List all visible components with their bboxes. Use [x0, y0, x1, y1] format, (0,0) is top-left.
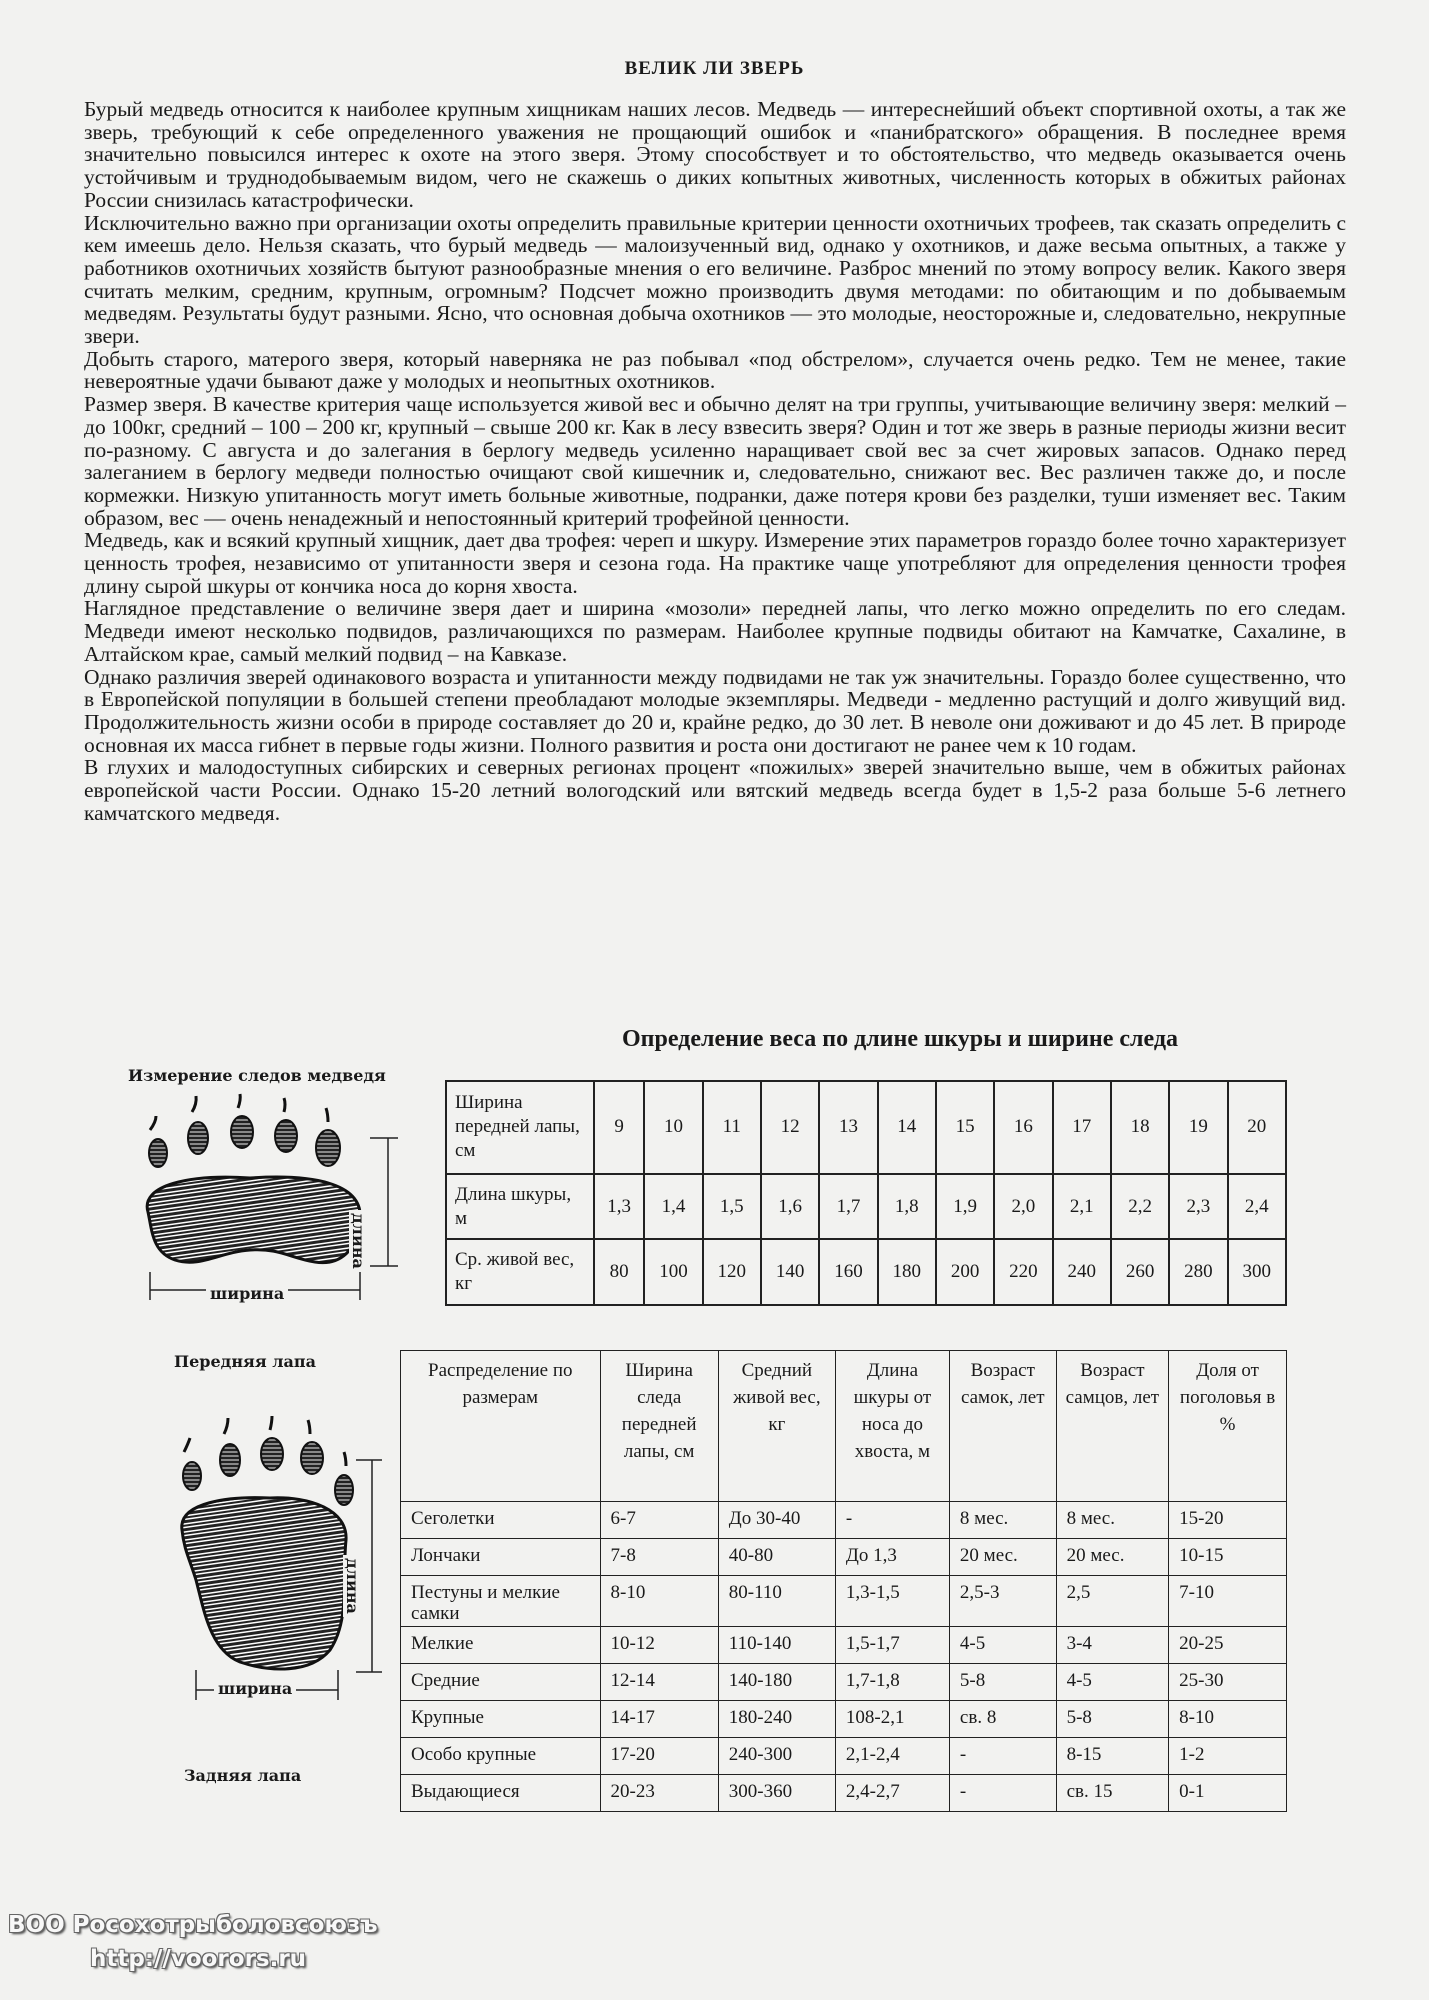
table-cell: 8-10 — [1169, 1701, 1287, 1738]
table-cell: 20-25 — [1169, 1627, 1287, 1664]
table-row — [401, 1701, 1287, 1738]
column-header: Длина шкуры от носа до хвоста, м — [835, 1351, 949, 1502]
table-row — [401, 1627, 1287, 1664]
table-cell: 5-8 — [1056, 1701, 1169, 1738]
hind-paw-length-label: длина — [343, 1555, 362, 1617]
size-distribution-table — [400, 1350, 1287, 1812]
table-cell: 17-20 — [600, 1738, 718, 1775]
paragraph: Медведь, как и всякий крупный хищник, дает два трофея: череп и шкуру. Измерение этих параметров гораздо более точно характеризует ценность трофея, независимо от упитанности зверя и сезона года. На практике чаще употребляют для определения ценности трофея длину сырой шкуры от кончика носа до корня хвоста. — [84, 528, 1346, 598]
table-cell: 1,3 — [594, 1174, 644, 1240]
table-row — [446, 1239, 1286, 1305]
table-row — [401, 1738, 1287, 1775]
table-cell: 240 — [1053, 1239, 1111, 1305]
paragraph: Однако различия зверей одинакового возраста и упитанности между подвидами не так уж значительны. Гораздо более существенно, что в Европейской популяции в большей степени преобладают молодые экземпляры. Медведи - медленно растущий и долго живущий вид. Продолжительность жизни особи в природе составляет до 20 и, крайне редко, до 30 лет. В неволе они доживают и до 45 лет. В природе основная их масса гибнет в первые годы жизни. Полного развития и роста они достигают не ранее чем к 10 годам. — [84, 664, 1346, 757]
table-cell: 19 — [1169, 1081, 1227, 1174]
table-cell: 8-15 — [1056, 1738, 1169, 1775]
table-cell: 100 — [644, 1239, 702, 1305]
table-cell: 10-12 — [600, 1627, 718, 1664]
table-cell: 1-2 — [1169, 1738, 1287, 1775]
table-cell: 18 — [1111, 1081, 1169, 1174]
table-cell: 2,4-2,7 — [835, 1775, 949, 1812]
row-header: Ср. живой вес, кг — [446, 1239, 594, 1305]
paragraph: Добыть старого, матерого зверя, который наверняка не раз побывал «под обстрелом», случается очень редко. Тем не менее, такие невероятные удачи бывают даже у молодых и неопытных охотников. — [84, 346, 1346, 394]
table-cell: 80 — [594, 1239, 644, 1305]
table-cell: 8 мес. — [949, 1502, 1056, 1539]
table-cell: 80-110 — [718, 1576, 835, 1627]
table-row — [401, 1539, 1287, 1576]
paragraph: Бурый медведь относится к наиболее крупным хищникам наших лесов. Медведь — интереснейший объект спортивной охоты, а так же зверь, требующий к себе определенного уважения не прощающий ошибок и «панибратского» обращения. В последнее время значительно повысился интерес к охоте на этого зверя. Этому способствует и то обстоятельство, что медведь оказывается очень устойчивым и труднодобываемым видом, чего не скажешь о диких копытных животных, численность которых в обжитых районах России снизилась катастрофически. — [84, 97, 1346, 212]
table-cell: 1,3-1,5 — [835, 1576, 949, 1627]
table-cell: Особо крупные — [401, 1738, 601, 1775]
table-cell: 180 — [878, 1239, 936, 1305]
table-cell: 2,4 — [1228, 1174, 1286, 1240]
table-cell: 2,1-2,4 — [835, 1738, 949, 1775]
table-cell: 12 — [761, 1081, 819, 1174]
table-row — [401, 1576, 1287, 1627]
paragraph: Наглядное представление о величине зверя дает и ширина «мозоли» передней лапы, что легко можно определить по его следам. Медведи имеют несколько подвидов, различающихся по размерам. Наиболее крупные подвиды обитают на Камчатке, Сахалине, в Алтайском крае, самый мелкий подвид – на Кавказе. — [84, 596, 1346, 666]
table-cell: 2,3 — [1169, 1174, 1227, 1240]
table-cell: 108-2,1 — [835, 1701, 949, 1738]
row-header: Длина шкуры, м — [446, 1174, 594, 1240]
figure-caption: Измерение следов медведя — [128, 1066, 386, 1085]
table-cell: 6-7 — [600, 1502, 718, 1539]
table-cell: 2,1 — [1053, 1174, 1111, 1240]
table-cell: 160 — [819, 1239, 877, 1305]
table-cell: 13 — [819, 1081, 877, 1174]
table-cell: св. 8 — [949, 1701, 1056, 1738]
table-cell: 9 — [594, 1081, 644, 1174]
table-cell: До 1,3 — [835, 1539, 949, 1576]
table-cell: 7-8 — [600, 1539, 718, 1576]
table-cell: Средние — [401, 1664, 601, 1701]
table-row — [446, 1081, 1286, 1174]
table-cell: 220 — [994, 1239, 1052, 1305]
table-cell: 1,5 — [703, 1174, 761, 1240]
table-cell: 12-14 — [600, 1664, 718, 1701]
table-cell: 3-4 — [1056, 1627, 1169, 1664]
table-cell: 15-20 — [1169, 1502, 1287, 1539]
table-cell: Лончаки — [401, 1539, 601, 1576]
table-cell: св. 15 — [1056, 1775, 1169, 1812]
table-cell: 260 — [1111, 1239, 1169, 1305]
table-cell: - — [949, 1738, 1056, 1775]
column-header: Ширина следа передней лапы, см — [600, 1351, 718, 1502]
page-title: ВЕЛИК ЛИ ЗВЕРЬ — [624, 58, 805, 79]
table-cell: 14-17 — [600, 1701, 718, 1738]
table-cell: 280 — [1169, 1239, 1227, 1305]
front-paw-length-label: длина — [349, 1210, 368, 1272]
table-cell: 1,8 — [878, 1174, 936, 1240]
column-header: Распределение по размерам — [401, 1351, 601, 1502]
table-cell: 20 — [1228, 1081, 1286, 1174]
table-row — [446, 1174, 1286, 1240]
table-cell: 10 — [644, 1081, 702, 1174]
table-row — [401, 1502, 1287, 1539]
table-cell: 14 — [878, 1081, 936, 1174]
table-cell: Мелкие — [401, 1627, 601, 1664]
front-paw-caption: Передняя лапа — [174, 1352, 316, 1371]
table-cell: 300 — [1228, 1239, 1286, 1305]
table-cell: 2,0 — [994, 1174, 1052, 1240]
table-cell: - — [949, 1775, 1056, 1812]
table-cell: 140-180 — [718, 1664, 835, 1701]
table-row — [401, 1664, 1287, 1701]
table-cell: 20 мес. — [1056, 1539, 1169, 1576]
table-cell: Пестуны и мелкие самки — [401, 1576, 601, 1627]
weight-table — [445, 1080, 1287, 1306]
table-cell: 20 мес. — [949, 1539, 1056, 1576]
table-cell: До 30-40 — [718, 1502, 835, 1539]
watermark-url: http://voorors.ru — [90, 1946, 307, 1972]
table-cell: 2,5 — [1056, 1576, 1169, 1627]
table-cell: 1,4 — [644, 1174, 702, 1240]
table-cell: 8 мес. — [1056, 1502, 1169, 1539]
paragraph: В глухих и малодоступных сибирских и северных регионах процент «пожилых» зверей значительно выше, чем в обжитых районах европейской части России. Однако 15-20 летний вологодский или вятский медведь всегда будет в 1,5-2 раза больше 5-6 летнего камчатского медведя. — [84, 755, 1346, 825]
table-cell: 120 — [703, 1239, 761, 1305]
table-row — [401, 1775, 1287, 1812]
table-cell: Выдающиеся — [401, 1775, 601, 1812]
table-cell: 20-23 — [600, 1775, 718, 1812]
paragraph: Размер зверя. В качестве критерия чаще используется живой вес и обычно делят на три группы, учитывающие величину зверя: мелкий – до 100кг, средний – 100 – 200 кг, крупный – свыше 200 кг. Как в лесу взвесить зверя? Один и тот же зверь в разные периоды жизни весит по-разному. С августа и до залегания в берлогу медведь усиленно наращивает свой вес за счет жировых запасов. Однако перед залеганием в берлогу медведи полностью очищают свой кишечник и, следовательно, снижают вес. Вес различен также до, и после кормежки. Низкую упитанность могут иметь больные животные, подранки, даже потеря крови без разделки, туши изменяет вес. Таким образом, вес — очень ненадежный и непостоянный критерий трофейной ценности. — [84, 392, 1346, 530]
table-cell: 17 — [1053, 1081, 1111, 1174]
table-cell: 4-5 — [949, 1627, 1056, 1664]
paragraph: Исключительно важно при организации охоты определить правильные критерии ценности охотничьих трофеев, так сказать определить с кем имеешь дело. Нельзя сказать, что бурый медведь — малоизученный вид, однако у охотников, и даже весьма опытных, а также у работников охотничьих хозяйств бытуют разнообразные мнения о его величине. Разброс мнений по этому вопросу велик. Какого зверя считать мелким, средним, крупным, огромным? Подсчет можно производить двумя методами: по обитающим и по добываемым медведям. Результаты будут разными. Ясно, что основная добыча охотников — это молодые, неосторожные и, следовательно, некрупные звери. — [84, 210, 1346, 349]
table-cell: 140 — [761, 1239, 819, 1305]
table-cell: 4-5 — [1056, 1664, 1169, 1701]
table-cell: 300-360 — [718, 1775, 835, 1812]
table-cell: 1,7 — [819, 1174, 877, 1240]
table-cell: 15 — [936, 1081, 994, 1174]
table-cell: Сеголетки — [401, 1502, 601, 1539]
column-header: Возраст самок, лет — [949, 1351, 1056, 1502]
table-cell: 8-10 — [600, 1576, 718, 1627]
column-header: Возраст самцов, лет — [1056, 1351, 1169, 1502]
table-cell: 25-30 — [1169, 1664, 1287, 1701]
table-cell: 16 — [994, 1081, 1052, 1174]
table-cell: 5-8 — [949, 1664, 1056, 1701]
front-paw-width-label: ширина — [206, 1284, 288, 1303]
table-cell: 2,5-3 — [949, 1576, 1056, 1627]
table-cell: 180-240 — [718, 1701, 835, 1738]
table-cell: 240-300 — [718, 1738, 835, 1775]
column-header: Доля от поголовья в % — [1169, 1351, 1287, 1502]
table-cell: 11 — [703, 1081, 761, 1174]
table-cell: 40-80 — [718, 1539, 835, 1576]
table-cell: - — [835, 1502, 949, 1539]
table-cell: 7-10 — [1169, 1576, 1287, 1627]
article-body — [84, 98, 1346, 825]
table-cell: 1,6 — [761, 1174, 819, 1240]
hind-paw-width-label: ширина — [214, 1679, 296, 1698]
table-cell: 1,5-1,7 — [835, 1627, 949, 1664]
row-header: Ширина передней лапы, см — [446, 1081, 594, 1174]
hind-paw-caption: Задняя лапа — [184, 1766, 302, 1785]
table-cell: Крупные — [401, 1701, 601, 1738]
watermark-org: ВОО Росохотрыболовсоюзъ — [8, 1912, 378, 1938]
table-cell: 200 — [936, 1239, 994, 1305]
table-cell: 0-1 — [1169, 1775, 1287, 1812]
table-cell: 1,9 — [936, 1174, 994, 1240]
table-cell: 2,2 — [1111, 1174, 1169, 1240]
table-cell: 110-140 — [718, 1627, 835, 1664]
column-header: Средний живой вес, кг — [718, 1351, 835, 1502]
table-cell: 1,7-1,8 — [835, 1664, 949, 1701]
table-cell: 10-15 — [1169, 1539, 1287, 1576]
weight-table-title: Определение веса по длине шкуры и ширине следа — [622, 1026, 1178, 1052]
